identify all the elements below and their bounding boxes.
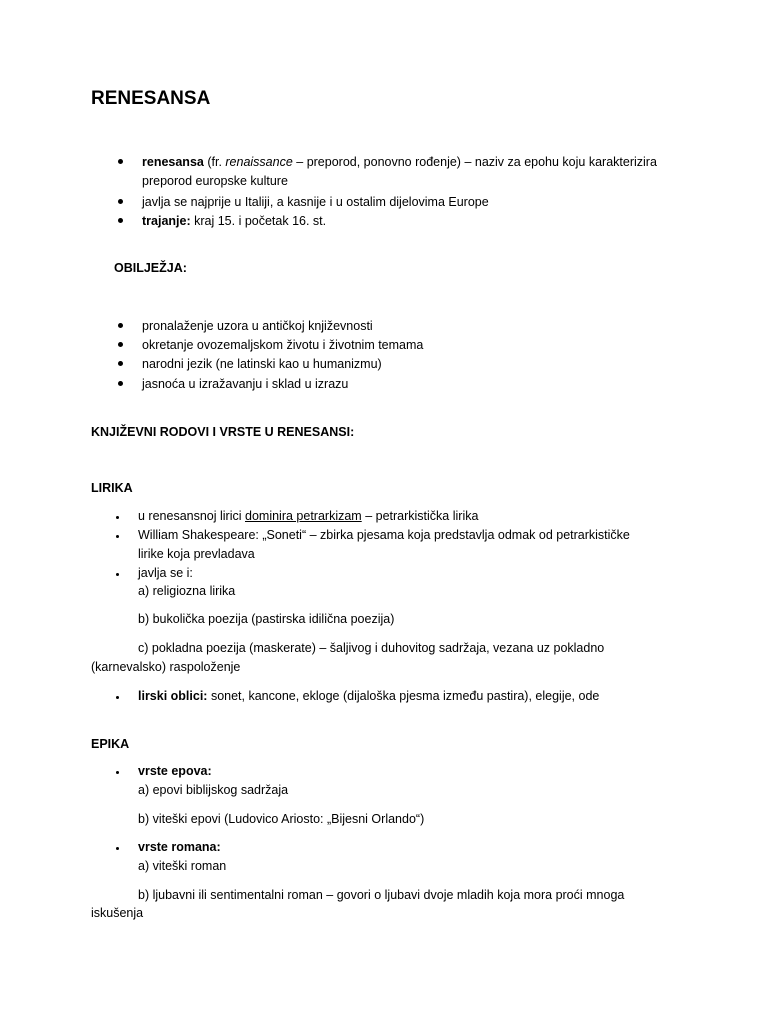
text-fragment: – petrarkistička lirika xyxy=(361,509,479,523)
term-trajanje: trajanje: xyxy=(142,214,191,228)
epika-sub-b2: b) ljubavni ili sentimentalni roman – govori o ljubavi dvoje mladih koja mora proći mnoga xyxy=(138,888,625,902)
section-heading-obiljezja: OBILJEŽJA: xyxy=(114,261,187,275)
bullet-dot xyxy=(118,342,123,347)
term-renaissance: renaissance xyxy=(225,155,293,169)
text-fragment: kraj 15. i početak 16. st. xyxy=(190,214,327,228)
lirika-sub-a: a) religiozna lirika xyxy=(138,584,236,598)
bullet-dot xyxy=(118,199,123,204)
epika-sub-a: a) epovi biblijskog sadržaja xyxy=(138,783,289,797)
obiljezja-item: okretanje ovozemaljskom životu i životnim temama xyxy=(142,338,424,352)
obiljezja-item: jasnoća u izražavanju i sklad u izrazu xyxy=(142,377,349,391)
bullet-dot-small xyxy=(116,573,119,576)
section-heading-lirika: LIRIKA xyxy=(91,481,133,495)
intro-bullet-1-cont: preporod europske kulture xyxy=(142,174,288,188)
bullet-dot-small xyxy=(116,847,119,850)
bullet-dot xyxy=(118,361,123,366)
text-fragment: sonet, kancone, ekloge (dijaloška pjesma između pastira), elegije, ode xyxy=(207,689,600,703)
bullet-dot-small xyxy=(116,771,119,774)
section-heading-epika: EPIKA xyxy=(91,737,130,751)
lirika-bullet-3: javlja se i: xyxy=(138,566,193,580)
lirika-bullet-4 xyxy=(138,687,599,706)
epika-bullet-1: vrste epova: xyxy=(138,764,212,778)
bullet-dot-small xyxy=(116,516,119,519)
lirika-sub-c: c) pokladna poezija (maskerate) – šaljivog i duhovitog sadržaja, vezana uz pokladno xyxy=(138,641,605,655)
intro-bullet-3 xyxy=(142,212,326,231)
lirika-bullet-1 xyxy=(138,507,478,526)
bullet-dot xyxy=(118,381,123,386)
intro-bullet-2: javlja se najprije u Italiji, a kasnije i u ostalim dijelovima Europe xyxy=(142,195,489,209)
intro-bullet-1 xyxy=(142,153,657,172)
bullet-dot xyxy=(118,323,123,328)
bullet-dot-small xyxy=(116,696,119,699)
bullet-dot xyxy=(118,159,123,164)
obiljezja-item: narodni jezik (ne latinski kao u humanizmu) xyxy=(142,357,382,371)
obiljezja-item: pronalaženje uzora u antičkoj književnosti xyxy=(142,319,373,333)
lirika-bullet-2: William Shakespeare: „Soneti“ – zbirka pjesama koja predstavlja odmak od petrarkističke xyxy=(138,528,630,542)
document-title: RENESANSA xyxy=(91,88,211,109)
section-heading-rodovi: KNJIŽEVNI RODOVI I VRSTE U RENESANSI: xyxy=(91,425,355,439)
lirika-sub-b: b) bukolička poezija (pastirska idilična poezija) xyxy=(138,612,395,626)
lirika-bullet-2-cont: lirike koja prevladava xyxy=(138,547,255,561)
term-lirski-oblici: lirski oblici: xyxy=(138,689,208,703)
underlined-phrase: dominira petrarkizam xyxy=(245,509,362,523)
lirika-sub-c-cont: (karnevalsko) raspoloženje xyxy=(91,660,241,674)
text-fragment: – preporod, ponovno rođenje) – naziv za epohu koju karakterizira xyxy=(292,155,657,169)
epika-sub-b: b) viteški epovi (Ludovico Ariosto: „Bijesni Orlando“) xyxy=(138,812,425,826)
text-fragment: (fr. xyxy=(203,155,226,169)
epika-bullet-2: vrste romana: xyxy=(138,840,221,854)
bullet-dot xyxy=(118,218,123,223)
bullet-dot-small xyxy=(116,535,119,538)
epika-sub-b2-cont: iskušenja xyxy=(91,906,144,920)
epika-sub-a2: a) viteški roman xyxy=(138,859,227,873)
term-renesansa: renesansa xyxy=(142,155,204,169)
text-fragment: u renesansnoj lirici xyxy=(138,509,245,523)
